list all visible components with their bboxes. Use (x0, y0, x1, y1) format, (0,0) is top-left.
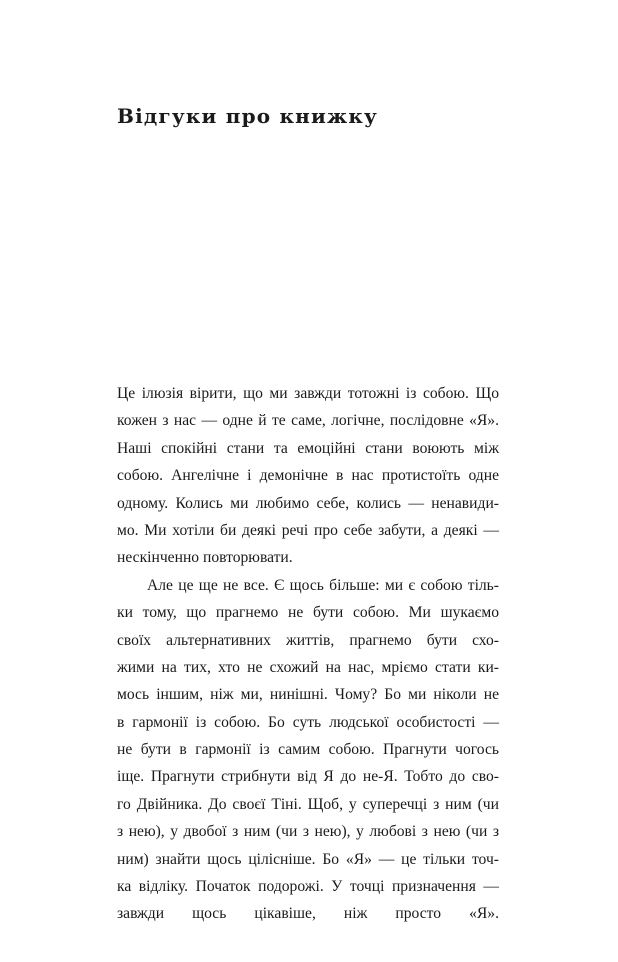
text-line: ки тому, що прагнемо не бути собою. Ми шукаємо (117, 604, 499, 622)
review-text (117, 380, 499, 955)
text-line: не бути в гармонії із самим собою. Прагнути чогось (117, 741, 499, 759)
text-line: завжди щось цікавіше, ніж просто «Я». (117, 905, 499, 923)
text-line: Наші спокійні стани та емоційні стани воюють між (117, 439, 499, 457)
text-line: одному. Колись ми любимо себе, колись — ненавиди- (117, 494, 499, 512)
paragraph-1 (117, 380, 499, 572)
text-line: нескінченно повторювати. (117, 549, 293, 567)
page-heading: Відгуки про книжку (117, 104, 379, 128)
text-line: ка відліку. Початок подорожі. У точці призначення — (117, 878, 499, 896)
text-line: кожен з нас — одне й те саме, логічне, послідовне «Я». (117, 412, 499, 430)
text-line: з нею), у двобої з ним (чи з нею), у любові з нею (чи з (117, 823, 499, 841)
text-line: го Двійника. До своєї Тіні. Щоб, у суперечці з ним (чи (117, 795, 499, 813)
text-line: своїх альтернативних життів, прагнемо бути схо- (117, 631, 499, 649)
text-line: іще. Прагнути стрибнути від Я до не-Я. Тобто до сво- (117, 768, 499, 786)
text-line: в гармонії із собою. Бо суть людської особистості — (117, 713, 499, 731)
text-line: мось іншим, ніж ми, нинішні. Чому? Бо ми ніколи не (117, 686, 499, 704)
paragraph-2 (117, 572, 499, 955)
text-line: мо. Ми хотіли би деякі речі про себе забути, а деякі — (117, 521, 499, 539)
text-line: жими на тих, хто не схожий на нас, мріємо стати ки- (117, 658, 499, 676)
text-line: ним) знайти щось цілісніше. Бо «Я» — це тільки точ- (117, 850, 499, 868)
text-line: собою. Ангелічне і демонічне в нас протистоїть одне (117, 467, 499, 485)
text-line (117, 928, 499, 955)
text-line: Це ілюзія вірити, що ми завжди тотожні із собою. Що (117, 385, 499, 402)
text-line: Але це ще не все. Є щось більше: ми є собою тіль- (147, 576, 499, 594)
